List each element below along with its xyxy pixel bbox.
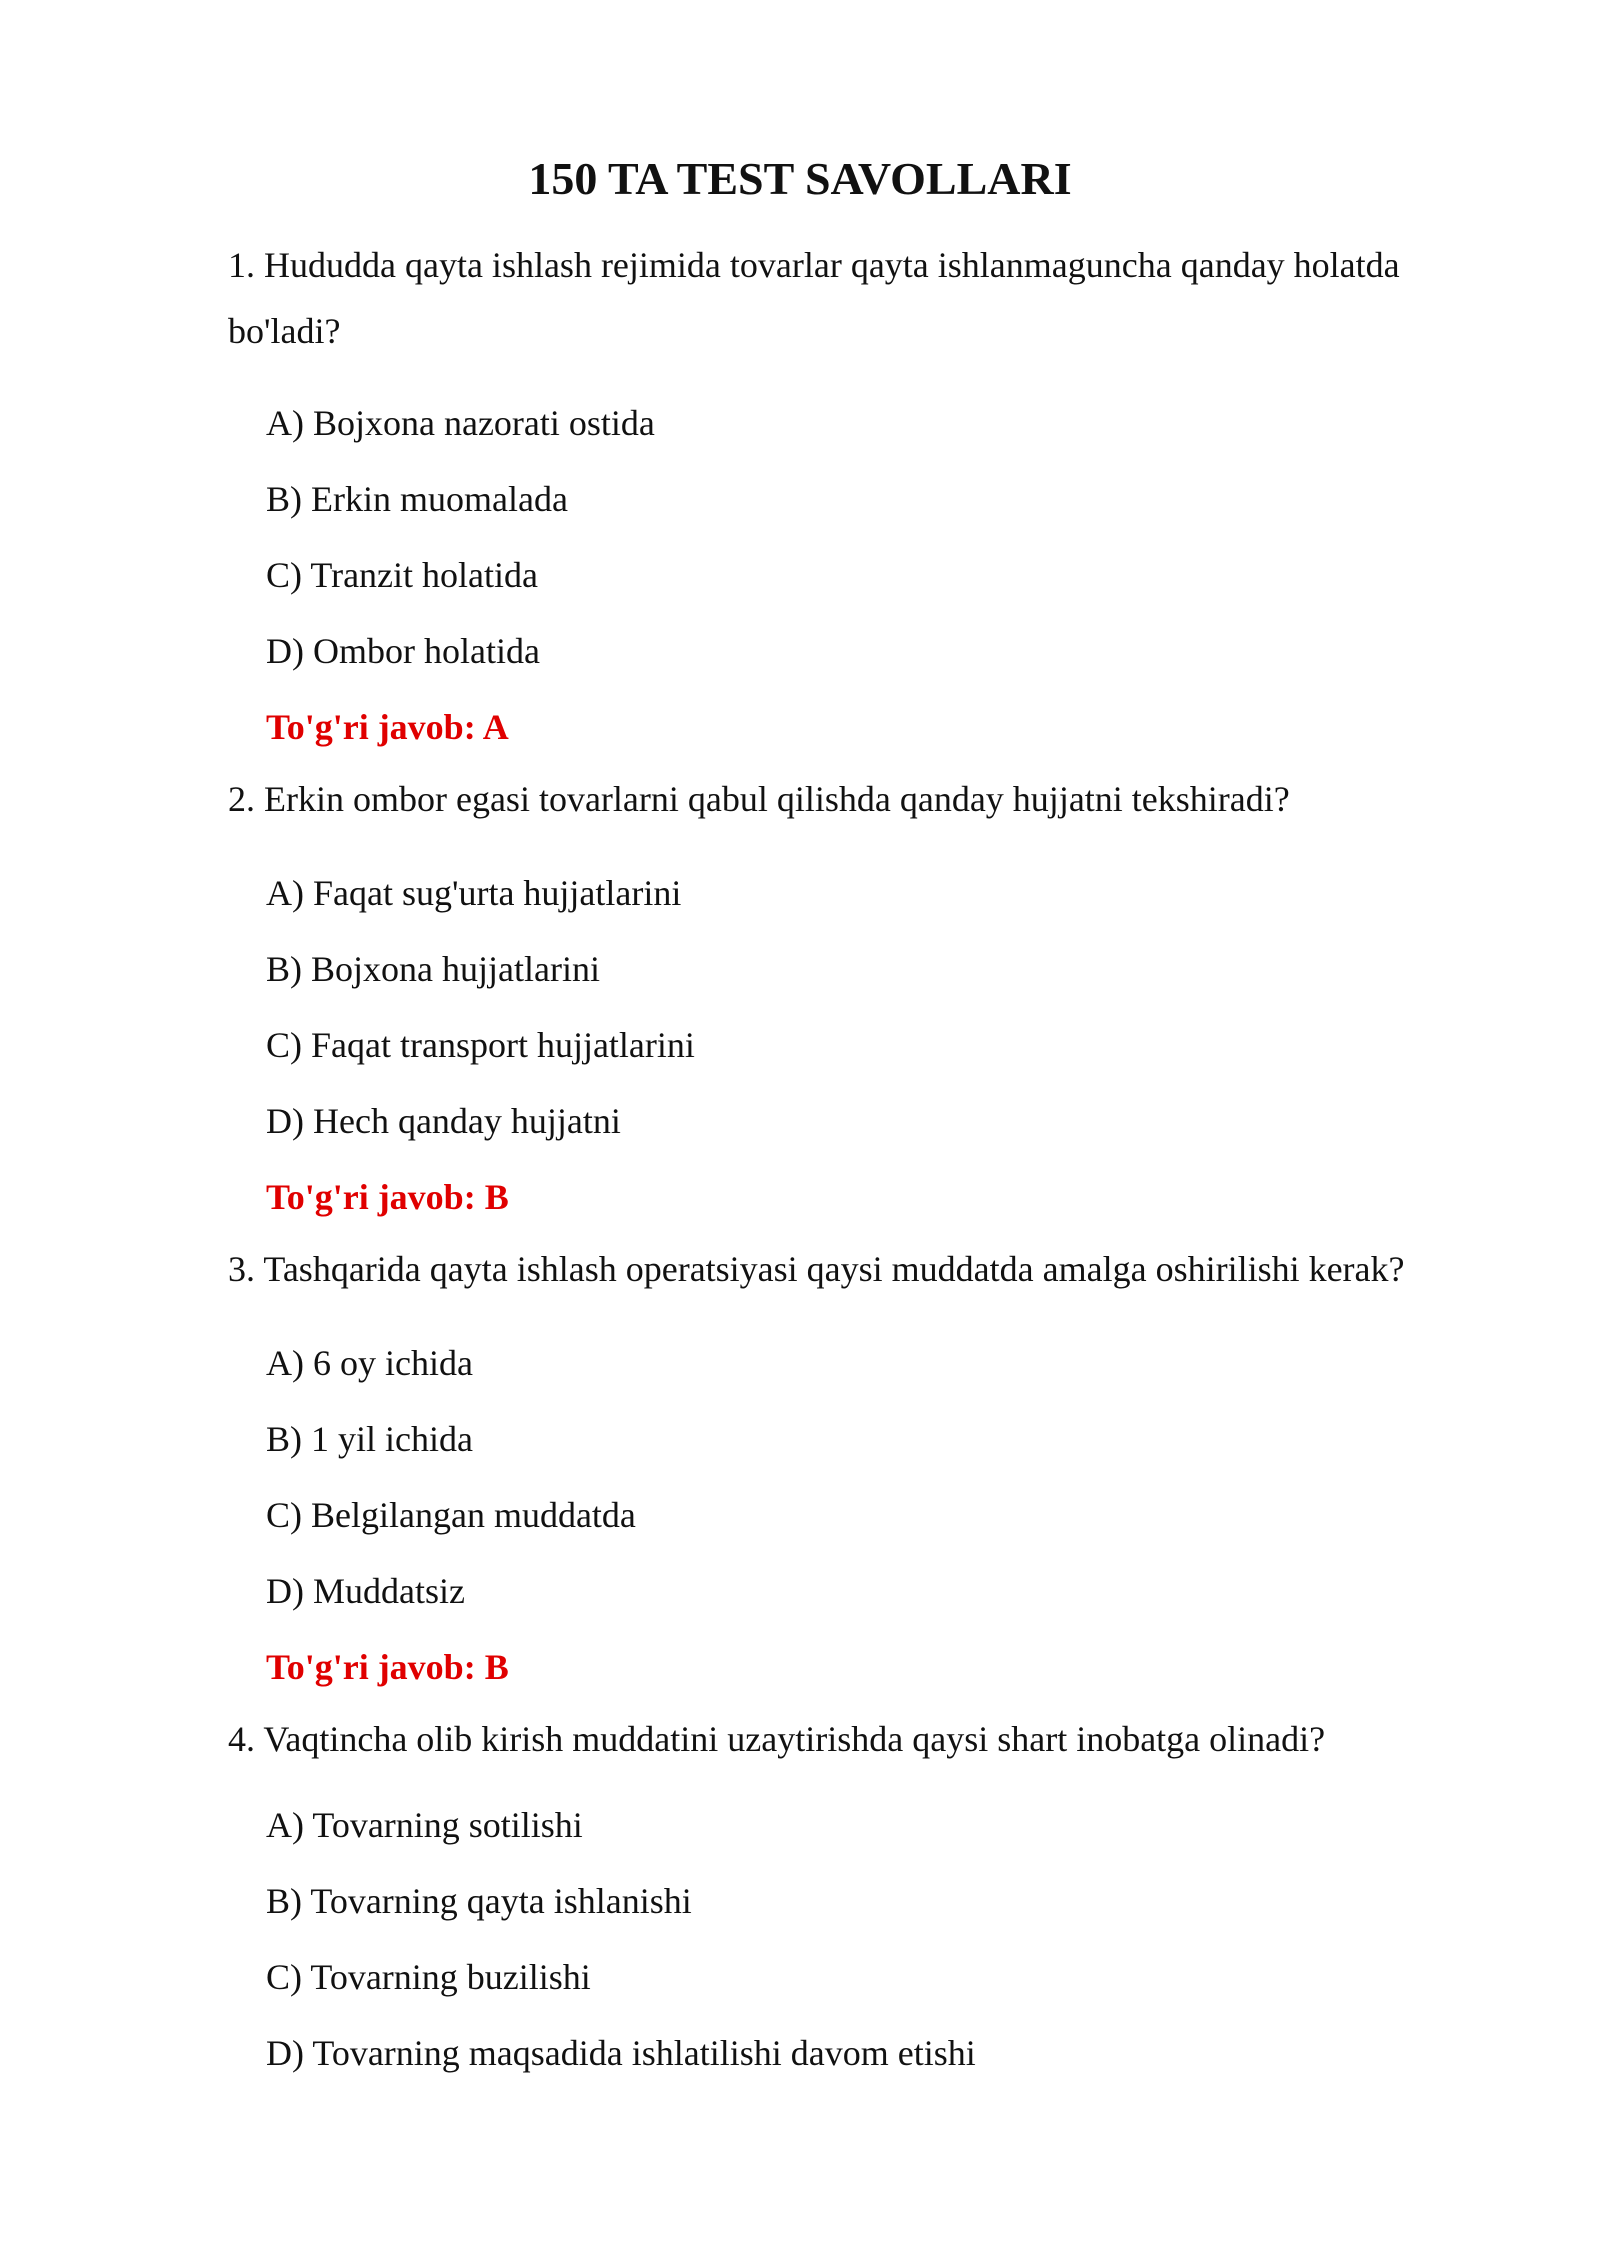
question-text: 3. Tashqarida qayta ishlash operatsiyasi qaysi muddatda amalga oshirilishi kerak? [228,1249,1405,1289]
option-d: D) Hech qanday hujjatni [266,1101,621,1141]
option-a: A) Tovarning sotilishi [266,1805,583,1845]
option-a: A) 6 oy ichida [266,1343,473,1383]
option-c: C) Faqat transport hujjatlarini [266,1025,695,1065]
option-b: B) 1 yil ichida [266,1419,473,1459]
correct-answer [266,1644,509,1690]
correct-answer-value: B [484,1647,509,1687]
option-b: B) Erkin muomalada [266,479,568,519]
correct-answer [266,1174,509,1220]
correct-answer-value: A [482,707,509,747]
correct-answer-label: To'g'ri javob: [266,1177,476,1217]
correct-answer-value: B [484,1177,509,1217]
question-text: 4. Vaqtincha olib kirish muddatini uzaytirishda qaysi shart inobatga olinadi? [228,1719,1326,1759]
question-text: 1. Hududda qayta ishlash rejimida tovarlar qayta ishlanmaguncha qanday holatda bo'ladi? [228,245,1400,351]
correct-answer-label: To'g'ri javob: [266,707,476,747]
option-c: C) Tranzit holatida [266,555,538,595]
correct-answer [266,704,509,750]
option-c: C) Tovarning buzilishi [266,1957,591,1997]
option-a: A) Bojxona nazorati ostida [266,403,655,443]
correct-answer-label: To'g'ri javob: [266,1647,476,1687]
document-title: 150 TA TEST SAVOLLARI [528,153,1072,204]
option-d: D) Tovarning maqsadida ishlatilishi davom etishi [266,2033,976,2073]
option-a: A) Faqat sug'urta hujjatlarini [266,873,682,913]
option-b: B) Bojxona hujjatlarini [266,949,600,989]
option-d: D) Ombor holatida [266,631,540,671]
option-c: C) Belgilangan muddatda [266,1495,636,1535]
question-text: 2. Erkin ombor egasi tovarlarni qabul qilishda qanday hujjatni tekshiradi? [228,779,1290,819]
option-d: D) Muddatsiz [266,1571,465,1611]
option-b: B) Tovarning qayta ishlanishi [266,1881,692,1921]
